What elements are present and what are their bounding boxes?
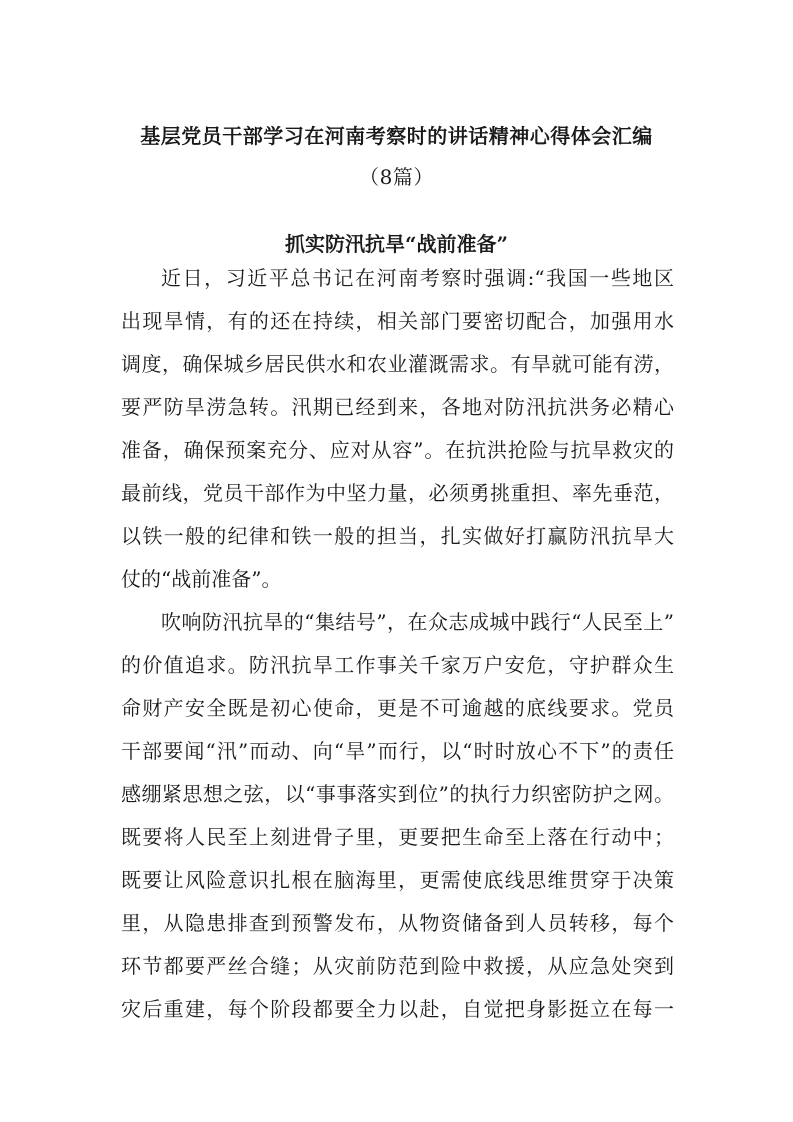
paragraph-line: 既要让风险意识扎根在脑海里，更需使底线思维贯穿于决策 xyxy=(121,868,674,892)
paragraph-line: 要严防旱涝急转。汛期已经到来，各地对防汛抗洪务必精心 xyxy=(121,395,674,419)
paragraph-line: 出现旱情，有的还在持续，相关部门要密切配合，加强用水 xyxy=(121,309,674,333)
paragraph-line: 既要将人民至上刻进骨子里，更要把生命至上落在行动中； xyxy=(121,825,674,849)
paragraph-line: 以铁一般的纪律和铁一般的担当，扎实做好打赢防汛抗旱大 xyxy=(121,524,674,548)
paragraph-line: 吹响防汛抗旱的“集结号”，在众志成城中践行“人民至上” xyxy=(161,610,674,634)
paragraph-line: 最前线，党员干部作为中坚力量，必须勇挑重担、率先垂范， xyxy=(121,481,674,505)
document-title-count: （8篇） xyxy=(359,165,434,189)
document-title: 基层党员干部学习在河南考察时的讲话精神心得体会汇编 xyxy=(140,124,653,148)
paragraph-line: 仗的“战前准备”。 xyxy=(121,567,282,591)
paragraph-line: 命财产安全既是初心使命，更是不可逾越的底线要求。党员 xyxy=(121,696,674,720)
paragraph-line: 的价值追求。防汛抗旱工作事关千家万户安危，守护群众生 xyxy=(121,653,674,677)
paragraph-line: 里，从隐患排查到预警发布，从物资储备到人员转移，每个 xyxy=(121,911,674,935)
paragraph-line: 感绷紧思想之弦，以“事事落实到位”的执行力织密防护之网。 xyxy=(121,782,674,806)
paragraph-line: 近日，习近平总书记在河南考察时强调:“我国一些地区 xyxy=(161,266,674,290)
section-title: 抓实防汛抗旱“战前准备” xyxy=(284,232,508,256)
paragraph-line: 灾后重建，每个阶段都要全力以赴，自觉把身影挺立在每一 xyxy=(121,997,674,1021)
paragraph-line: 干部要闻“汛”而动、向“旱”而行，以“时时放心不下”的责任 xyxy=(121,739,674,763)
paragraph-line: 调度，确保城乡居民供水和农业灌溉需求。有旱就可能有涝， xyxy=(121,352,674,376)
paragraph-line: 环节都要严丝合缝；从灾前防范到险中救援，从应急处突到 xyxy=(121,954,674,978)
paragraph-line: 准备，确保预案充分、应对从容”。在抗洪抢险与抗旱救灾的 xyxy=(121,438,674,462)
